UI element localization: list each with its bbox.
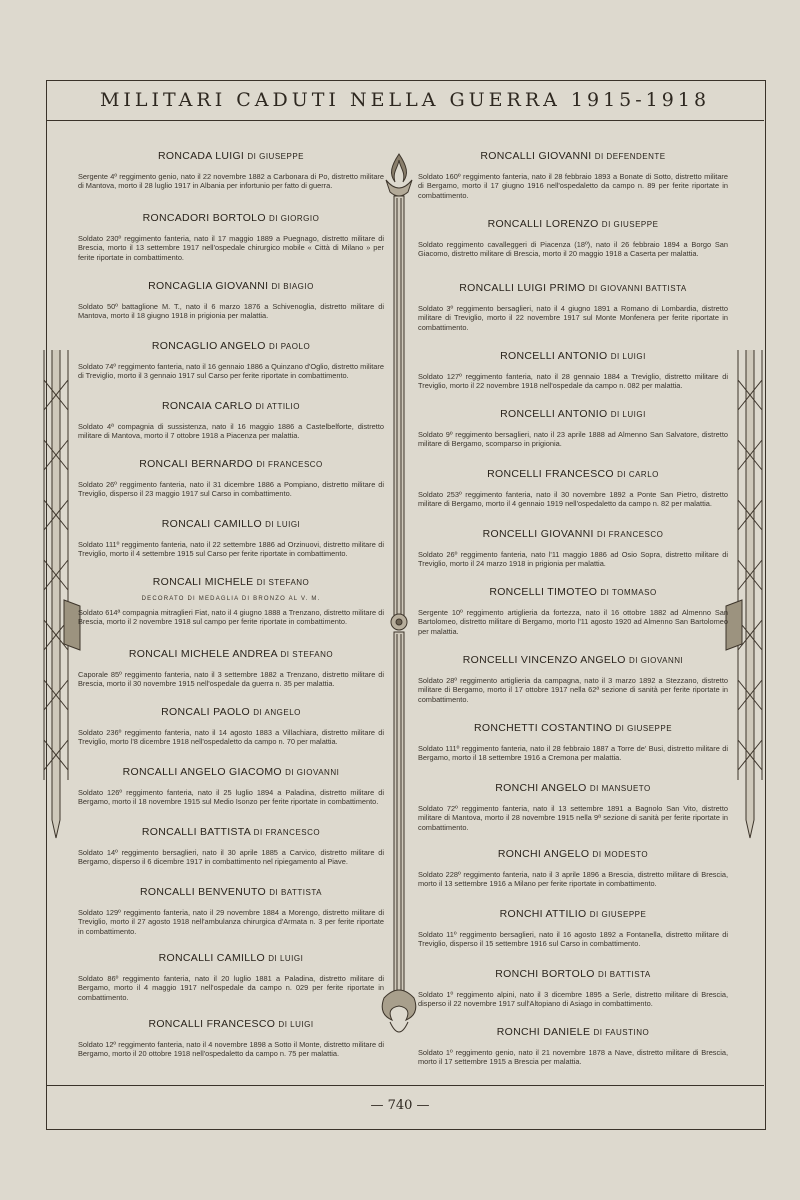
entry-name: RONCHI ANGELO xyxy=(497,848,590,860)
entry-father: DI FRANCESCO xyxy=(256,460,323,469)
entry-father: DI TOMMASO xyxy=(600,588,657,597)
entry-father: DI GIUSEPPE xyxy=(601,220,659,229)
entry xyxy=(78,340,384,381)
entry-name: RONCELLI FRANCESCO xyxy=(487,468,614,480)
entry-father: DI BIAGIO xyxy=(271,282,314,291)
entry xyxy=(78,952,384,1002)
entry-name: RONCHETTI COSTANTINO xyxy=(473,722,613,734)
entry xyxy=(78,706,384,747)
entry-text: Soldato 11º reggimento bersaglieri, nato il 16 agosto 1892 a Fontanella, distretto militare di Treviglio, disperso il 15 settembre 1916 sul Carso in combattimento. xyxy=(418,930,728,949)
entry-name: RONCALLI CAMILLO xyxy=(158,952,265,964)
entry-text: Soldato 111º reggimento fanteria, nato il 22 settembre 1886 ad Orzinuovi, distretto militare di Treviglio, morto il 4 settembre 1915 sul Carso per ferite riportate in combattimento. xyxy=(78,540,384,559)
entry xyxy=(418,586,728,636)
entry-name: RONCADA LUIGI xyxy=(157,150,245,162)
entry-name: RONCHI DANIELE xyxy=(496,1026,591,1038)
entry xyxy=(78,1018,384,1059)
entry-text: Soldato 253º reggimento fanteria, nato il 30 novembre 1892 a Ponte San Pietro, distretto militare di Bergamo, morto il 4 gennaio 1919 nell'ospedaletto da campo n. 82 per malattia. xyxy=(418,490,728,509)
entry-text: Soldato 127º reggimento fanteria, nato il 28 gennaio 1884 a Treviglio, distretto militare di Treviglio, morto il 22 novembre 1918 nell'ospedale da campo n. 082 per malattia. xyxy=(418,372,728,391)
entry-father: DI GIOVANNI xyxy=(285,768,340,777)
entry-name: RONCALLI LUIGI PRIMO xyxy=(459,282,586,294)
entry-text: Soldato 126º reggimento fanteria, nato il 25 luglio 1894 a Paladina, distretto militare di Bergamo, morto il 18 novembre 1915 sul Medio Isonzo per ferite riportate in combattimento. xyxy=(78,788,384,807)
entry-father: DI LUIGI xyxy=(610,352,646,361)
entry-father: DI BATTISTA xyxy=(269,888,322,897)
entry-name: RONCALLI GIOVANNI xyxy=(480,150,592,162)
entry-text: Soldato 1º reggimento alpini, nato il 3 dicembre 1895 a Serle, distretto militare di Brescia, disperso il 22 novembre 1917 sull'Altopiano di Asiago in combattimento. xyxy=(418,990,728,1009)
entry-text: Soldato reggimento cavalleggeri di Piacenza (18º), nato il 26 febbraio 1894 a Borgo San Giacomo, distretto militare di Brescia, morto il 20 maggio 1918 a Caserta per malattia. xyxy=(418,240,728,259)
entry-father: DI STEFANO xyxy=(256,578,310,587)
entry xyxy=(418,408,728,449)
entry-father: DI GIOVANNI BATTISTA xyxy=(588,284,687,293)
entry-name: RONCELLI VINCENZO ANGELO xyxy=(462,654,626,666)
entry xyxy=(78,766,384,807)
entry-text: Soldato 26º reggimento fanteria, nato l'11 maggio 1886 ad Osio Sopra, distretto militare di Treviglio, morto il 24 marzo 1918 in prigionia per malattia. xyxy=(418,550,728,569)
entry-name: RONCALI MICHELE xyxy=(152,576,254,588)
entry xyxy=(418,722,728,763)
entry-name: RONCALI CAMILLO xyxy=(161,518,262,530)
entry-name: RONCALI PAOLO xyxy=(161,706,251,718)
entry-name: RONCAIA CARLO xyxy=(162,400,253,412)
entry-father: DI GIUSEPPE xyxy=(615,724,673,733)
entry-name: RONCALI MICHELE ANDREA xyxy=(128,648,278,660)
entry xyxy=(418,782,728,832)
entry-name: RONCAGLIA GIOVANNI xyxy=(148,280,269,292)
entry-text: Soldato 160º reggimento fanteria, nato il 28 febbraio 1893 a Bonate di Sotto, distretto militare di Bergamo, morto il 17 giugno 1916 nell'ospedaletto da campo n. 89 per ferite riportate in combattimento. xyxy=(418,172,728,200)
entry xyxy=(78,400,384,441)
page-title: MILITARI CADUTI NELLA GUERRA 1915-1918 xyxy=(99,89,711,111)
entry-name: RONCAGLIO ANGELO xyxy=(151,340,266,352)
entry xyxy=(78,576,384,627)
entry xyxy=(418,150,728,200)
entry-name: RONCELLI GIOVANNI xyxy=(482,528,594,540)
entry-father: DI LUIGI xyxy=(268,954,304,963)
entry-father: DI STEFANO xyxy=(280,650,334,659)
entry-text: Caporale 85º reggimento fanteria, nato il 3 settembre 1882 a Trenzano, distretto militare di Brescia, morto il 30 novembre 1915 nell'ospedale da guerra n. 35 per malattia. xyxy=(78,670,384,689)
entry xyxy=(78,886,384,936)
entry-text: Sergente 4º reggimento genio, nato il 22 novembre 1882 a Carbonara di Po, distretto militare di Mantova, morto il 28 luglio 1917 in Albania per infortunio per fatto di guerra. xyxy=(78,172,384,191)
entry-name: RONCHI ANGELO xyxy=(495,782,587,794)
entry-father: DI ATTILIO xyxy=(255,402,300,411)
entry-name: RONCALLI FRANCESCO xyxy=(148,1018,276,1030)
entry-name: RONCALLI LORENZO xyxy=(487,218,599,230)
entry-text: Soldato 9º reggimento bersaglieri, nato il 23 aprile 1888 ad Almenno San Salvatore, distretto militare di Bergamo, scomparso in prigionia. xyxy=(418,430,728,449)
entry-name: RONCALLI ANGELO GIACOMO xyxy=(122,766,282,778)
entry-father: DI GIORGIO xyxy=(269,214,320,223)
entry xyxy=(78,826,384,867)
entry-text: Soldato 12º reggimento fanteria, nato il 4 novembre 1898 a Sotto il Monte, distretto militare di Bergamo, morto il 20 ottobre 1918 nell'ospedaletto da campo n. 75 per malattia. xyxy=(78,1040,384,1059)
entry-father: DI GIOVANNI xyxy=(628,656,684,665)
entry-father: DI ANGELO xyxy=(253,708,301,717)
entry xyxy=(418,528,728,569)
entry-text: Soldato 1º reggimento genio, nato il 21 novembre 1878 a Nave, distretto militare di Brescia, morto il 17 settembre 1915 a Brescia per malattia. xyxy=(418,1048,728,1067)
entry xyxy=(418,1026,728,1067)
entry-father: DI LUIGI xyxy=(610,410,646,419)
entry-name: RONCHI ATTILIO xyxy=(499,908,587,920)
entry-text: Soldato 14º reggimento bersaglieri, nato il 30 aprile 1885 a Carvico, distretto militare di Bergamo, disperso il 6 dicembre 1917 in combattimento nel ripiegamento al Piave. xyxy=(78,848,384,867)
entry-text: Sergente 10º reggimento artiglieria da fortezza, nato il 16 ottobre 1882 ad Almenno San Bartolomeo, distretto militare di Bergamo, morto l'11 agosto 1920 ad Almenno San Bartolomeo per malattia. xyxy=(418,608,728,636)
entry-text: Soldato 236º reggimento fanteria, nato il 14 agosto 1883 a Villachiara, distretto militare di Treviglio, morto l'8 dicembre 1918 nell'ospedaletto da campo n. 70 per malattia. xyxy=(78,728,384,747)
entry-father: DI GIUSEPPE xyxy=(589,910,647,919)
entry xyxy=(418,350,728,391)
entry-father: DI CARLO xyxy=(617,470,659,479)
entry xyxy=(78,648,384,689)
header xyxy=(46,80,764,121)
decoration-note: DECORATO DI MEDAGLIA DI BRONZO AL V. M. xyxy=(141,596,321,602)
entry xyxy=(418,848,728,889)
footer-rule xyxy=(46,1085,764,1086)
entry xyxy=(418,468,728,509)
entry-father: DI FAUSTINO xyxy=(593,1028,650,1037)
entry-text: Soldato 28º reggimento artiglieria da campagna, nato il 3 marzo 1892 a Stezzano, distretto militare di Bergamo, morto il 17 ottobre 1917 nella 62ª sezione di sanità per ferite riportate in combattimento. xyxy=(418,676,728,704)
entry-name: RONCHI BORTOLO xyxy=(495,968,595,980)
entry-text: Soldato 228º reggimento fanteria, nato il 3 aprile 1896 a Brescia, distretto militare di Brescia, morto il 13 settembre 1916 a Milano per ferite riportate in combattimento. xyxy=(418,870,728,889)
entry-text: Soldato 230º reggimento fanteria, nato il 17 maggio 1889 a Puegnago, distretto militare di Brescia, morto il 13 settembre 1917 nell'ospedale chirurgico mobile « Città di Milano » per ferite riportate in combattimento. xyxy=(78,234,384,262)
entry xyxy=(418,282,728,332)
entry-father: DI LUIGI xyxy=(265,520,301,529)
entry-name: RONCALLI BENVENUTO xyxy=(140,886,266,898)
entry-text: Soldato 74º reggimento fanteria, nato il 16 gennaio 1886 a Quinzano d'Oglio, distretto militare di Treviglio, morto il 3 gennaio 1917 sul Carso per ferite riportate in combattimento. xyxy=(78,362,384,381)
entry xyxy=(78,150,384,191)
entry-name: RONCELLI ANTONIO xyxy=(500,408,608,420)
entry-text: Soldato 111º reggimento fanteria, nato il 28 febbraio 1887 a Torre de' Busi, distretto militare di Bergamo, morto il 18 settembre 1916 a Cremona per malattia. xyxy=(418,744,728,763)
entry-text: Soldato 614ª compagnia mitraglieri Fiat, nato il 4 giugno 1888 a Trenzano, distretto militare di Brescia, morto il 2 novembre 1918 sul campo per ferite riportate in combattimento. xyxy=(78,608,384,627)
entry xyxy=(78,212,384,262)
entry-father: DI MANSUETO xyxy=(589,784,651,793)
entry-father: DI FRANCESCO xyxy=(596,530,664,539)
entry-name: RONCELLI ANTONIO xyxy=(500,350,608,362)
entry-text: Soldato 129º reggimento fanteria, nato il 29 novembre 1884 a Morengo, distretto militare di Treviglio, morto il 27 agosto 1918 nell'ambulanza chirurgica d'Armata n. 3 per ferite riportate in combattimento. xyxy=(78,908,384,936)
entry xyxy=(78,280,384,321)
entry-father: DI DEFENDENTE xyxy=(594,152,666,161)
entry xyxy=(418,654,728,704)
entry xyxy=(78,518,384,559)
entry-name: RONCALLI BATTISTA xyxy=(141,826,251,838)
entry-father: DI PAOLO xyxy=(268,342,311,351)
entry xyxy=(418,968,728,1009)
entry-father: DI MODESTO xyxy=(592,850,649,859)
entry-text: Soldato 50º battaglione M. T., nato il 6 marzo 1876 a Schivenoglia, distretto militare di Mantova, morto il 18 giugno 1918 in prigionia per malattia. xyxy=(78,302,384,321)
entry-text: Soldato 3º reggimento bersaglieri, nato il 4 giugno 1891 a Romano di Lombardia, distretto militare di Treviglio, morto il 22 novembre 1917 sul Monte Monfenera per ferite riportate in combattimento. xyxy=(418,304,728,332)
entry xyxy=(78,458,384,499)
right-column xyxy=(418,130,728,1080)
entry-text: Soldato 72º reggimento fanteria, nato il 13 settembre 1891 a Bagnolo San Vito, distretto militare di Mantova, morto il 28 novembre 1915 nella 9ª sezione di sanità per ferite riportate in combattimento. xyxy=(418,804,728,832)
entry-name: RONCELLI TIMOTEO xyxy=(489,586,598,598)
page-number: — 740 — xyxy=(370,1098,430,1113)
entry xyxy=(418,908,728,949)
left-column xyxy=(78,130,384,1080)
entry-father: DI LUIGI xyxy=(278,1020,314,1029)
entry-text: Soldato 4ª compagnia di sussistenza, nato il 16 maggio 1886 a Castelbelforte, distretto militare di Mantova, morto il 7 ottobre 1918 a Piacenza per malattia. xyxy=(78,422,384,441)
entry-father: DI BATTISTA xyxy=(597,970,651,979)
entry-father: DI GIUSEPPE xyxy=(247,152,304,161)
entry-text: Soldato 86º reggimento fanteria, nato il 20 luglio 1881 a Paladina, distretto militare di Bergamo, morto il 4 maggio 1917 nell'ospedale da campo n. 029 per ferite riportate in combattimento. xyxy=(78,974,384,1002)
entry-text: Soldato 26º reggimento fanteria, nato il 31 dicembre 1886 a Pompiano, distretto militare di Treviglio, disperso il 23 maggio 1917 sul Carso in combattimento. xyxy=(78,480,384,499)
entry-father: DI FRANCESCO xyxy=(253,828,321,837)
entry-name: RONCALI BERNARDO xyxy=(139,458,254,470)
entry xyxy=(418,218,728,259)
entry-name: RONCADORI BORTOLO xyxy=(142,212,266,224)
